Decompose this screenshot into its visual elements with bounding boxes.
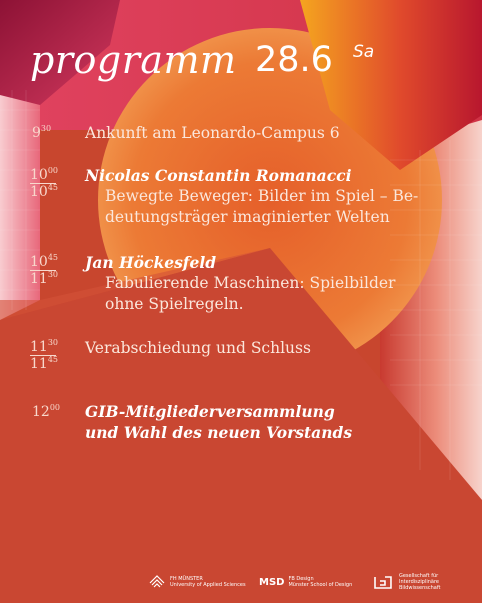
talk-title-line: deutungsträger imaginierter Welten — [105, 208, 390, 226]
msd-logo — [259, 572, 352, 592]
gib-logo — [373, 572, 482, 592]
schedule-item — [85, 123, 340, 144]
schedule-item — [85, 252, 395, 315]
msd-mark: MSD — [259, 576, 285, 588]
item-title-line: und Wahl des neuen Vorstands — [85, 423, 353, 442]
fh-muenster-icon — [148, 574, 166, 590]
time-end: $10^{45}$ — [30, 183, 59, 200]
time-start: $11^{30}$ — [30, 338, 59, 355]
msd-department: FB Design — [288, 576, 314, 582]
time-start: $9^{30}$ — [32, 124, 52, 141]
item-title: Ankunft am Leonardo-Campus 6 — [85, 124, 340, 142]
time-range — [30, 340, 58, 371]
time-start: $10^{45}$ — [30, 253, 59, 270]
fh-muenster-logo — [148, 572, 246, 592]
schedule-item — [85, 165, 418, 228]
time-start: $12^{00}$ — [32, 403, 61, 420]
gib-icon — [373, 574, 393, 590]
time-end: $11^{45}$ — [30, 355, 59, 372]
time-range — [30, 168, 58, 199]
speaker-name: Nicolas Constantin Romanacci — [85, 166, 352, 185]
schedule-item — [85, 401, 352, 443]
gib-line: Interdisziplinäre Bildwissenschaft — [398, 579, 441, 591]
event-date: 28.6 — [255, 40, 333, 80]
msd-school: Münster School of Design — [288, 582, 353, 588]
fh-subtitle: University of Applied Sciences — [170, 582, 246, 588]
gib-line: Gesellschaft für — [398, 573, 439, 579]
speaker-name: Jan Höckesfeld — [85, 253, 217, 272]
time-end: $11^{30}$ — [30, 270, 59, 287]
item-title-line: GIB-Mitgliederversammlung — [85, 402, 335, 421]
talk-title-line: Bewegte Beweger: Bilder im Spiel – Be- — [105, 187, 419, 205]
schedule-item — [85, 338, 311, 359]
item-title: Verabschiedung und Schluss — [85, 339, 311, 357]
fh-name: FH MÜNSTER — [170, 576, 203, 582]
talk-title-line: ohne Spielregeln. — [105, 295, 244, 313]
talk-title-line: Fabulierende Maschinen: Spielbilder — [105, 274, 396, 292]
event-weekday: Sa — [353, 42, 375, 62]
time-start: $10^{00}$ — [30, 166, 59, 183]
program-title: programm — [30, 38, 237, 82]
time-range — [30, 255, 58, 286]
